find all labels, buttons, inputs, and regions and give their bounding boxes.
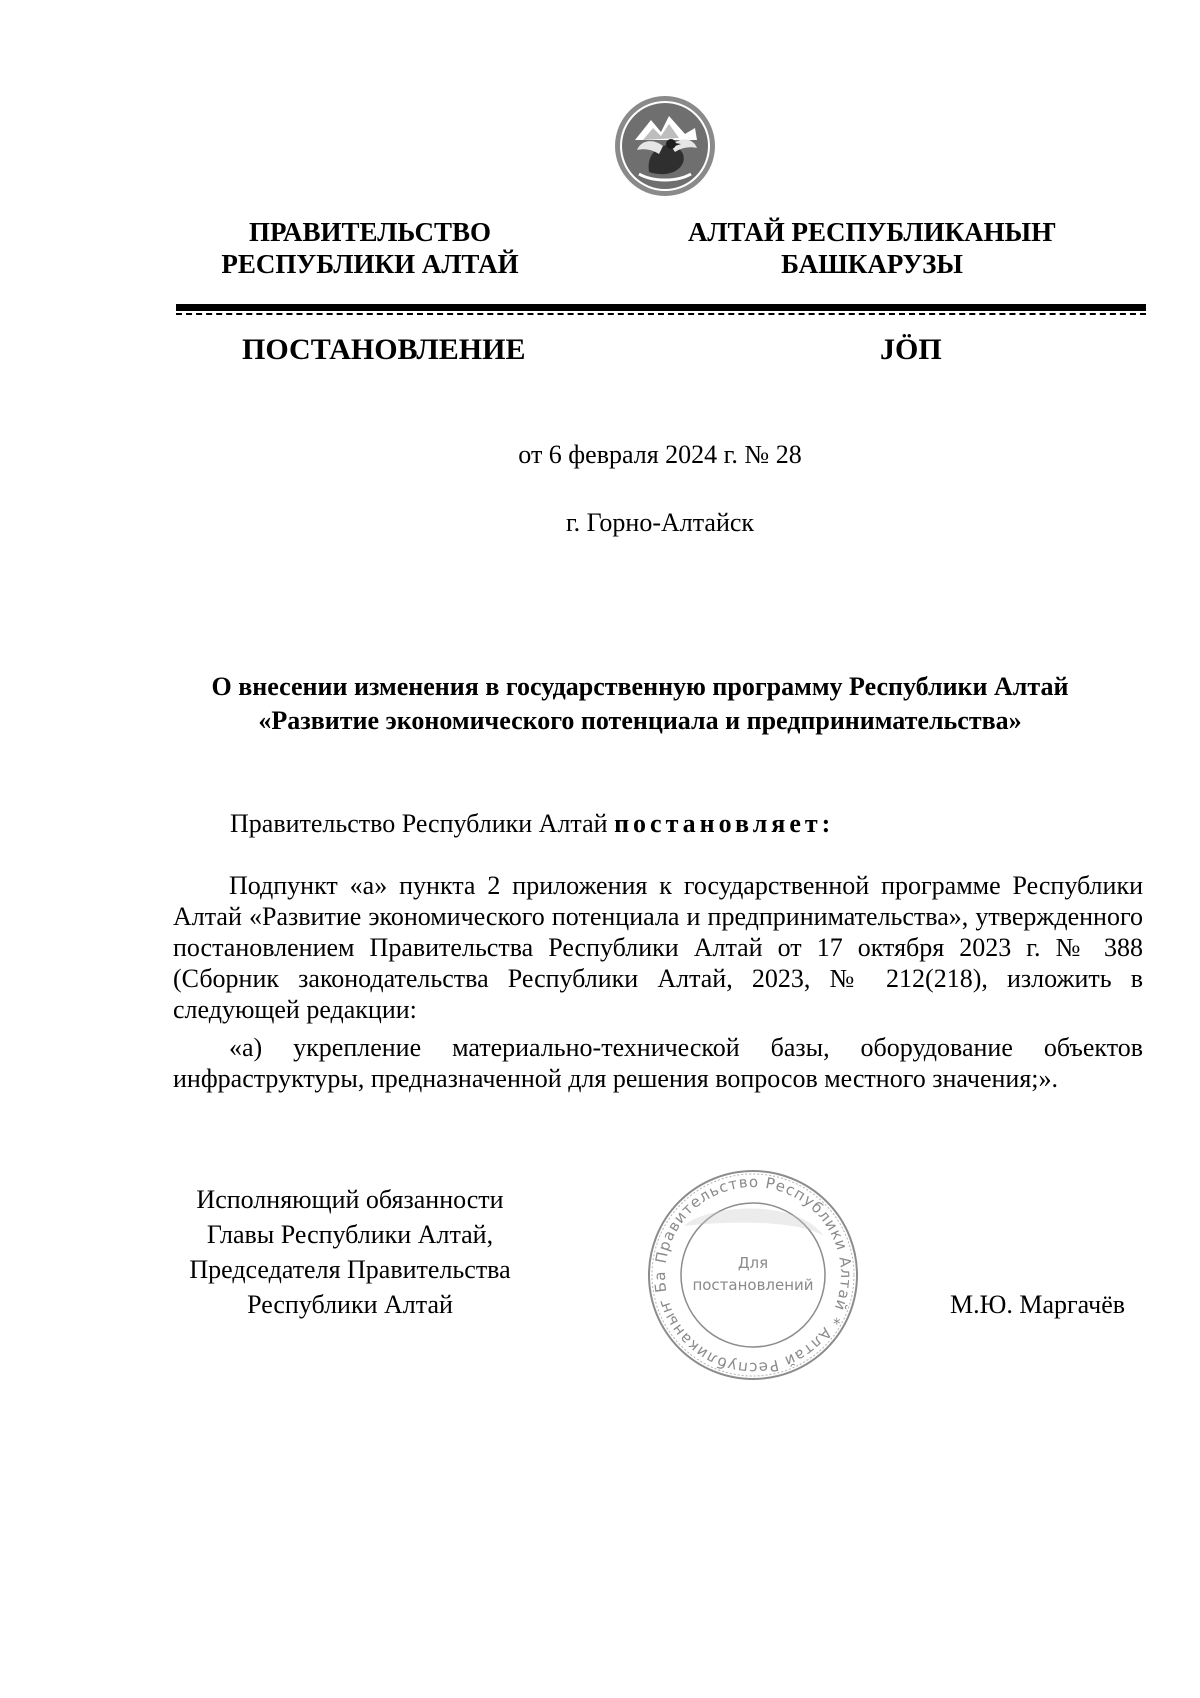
org-name-russian-line-1: ПРАВИТЕЛЬСТВО bbox=[248, 217, 492, 247]
official-stamp bbox=[644, 1166, 862, 1384]
signatory-position-line-2: Главы Республики Алтай, bbox=[206, 1220, 494, 1249]
document-title-line-1: О внесении изменения в государственную программу Республики Алтай bbox=[211, 672, 1069, 701]
header-separator-thick bbox=[176, 304, 1146, 311]
signatory-position-line-1: Исполняющий обязанности bbox=[196, 1185, 504, 1214]
signatory-position-line-3: Председателя Правительства bbox=[189, 1255, 511, 1284]
main-paragraph: Подпункт «а» пункта 2 приложения к государственной программе Республики Алтай «Развитие экономического потенциала и предпринимательства», утвержденного постановлением Правительства Республики Алтай от 17 октября 2023 г. № 388 (Сборник законодательства Республики Алтай, 2023, № 212(218), изложить в следующей редакции: bbox=[173, 871, 1143, 1024]
org-name-altai bbox=[662, 216, 1082, 280]
org-name-russian bbox=[160, 216, 580, 280]
document-type-altai: JÖП bbox=[880, 333, 942, 366]
stamp-inner-line-2: постановлений bbox=[692, 1276, 814, 1294]
document-title bbox=[140, 670, 1140, 738]
decree-word: постановляет: bbox=[614, 809, 835, 838]
stamp-outer-text: Правительство Республики Алтай * Алтай Республиканыҥ Ба bbox=[650, 1172, 856, 1378]
decree-prefix: Правительство Республики Алтай bbox=[230, 809, 615, 838]
republic-altai-coat-of-arms-icon bbox=[613, 94, 717, 198]
document-type-russian: ПОСТАНОВЛЕНИЕ bbox=[242, 333, 526, 366]
stamp-inner-line-1: Для bbox=[737, 1254, 769, 1272]
signatory-position-line-4: Республики Алтай bbox=[247, 1290, 453, 1319]
org-name-altai-line-1: АЛТАЙ РЕСПУБЛИКАНЫҤ bbox=[687, 217, 1057, 247]
decree-statement bbox=[230, 808, 1200, 839]
coat-of-arms-emblem bbox=[613, 94, 717, 198]
official-stamp-seal-icon bbox=[644, 1166, 862, 1384]
header-separator-thin bbox=[176, 313, 1146, 315]
document-city: г. Горно-Алтайск bbox=[565, 508, 755, 537]
signatory-position bbox=[160, 1182, 540, 1322]
document-title-line-2: «Развитие экономического потенциала и предпринимательства» bbox=[258, 706, 1022, 735]
sub-paragraph: «а) укрепление материально-технической базы, оборудование объектов инфраструктуры, предназначенной для решения вопросов местного значения;». bbox=[173, 1033, 1143, 1093]
signatory-name: М.Ю. Маргачёв bbox=[950, 1290, 1126, 1319]
org-name-russian-line-2: РЕСПУБЛИКИ АЛТАЙ bbox=[221, 249, 519, 279]
org-name-altai-line-2: БАШКАРУЗЫ bbox=[781, 249, 963, 279]
document-date-number: от 6 февраля 2024 г. № 28 bbox=[518, 440, 802, 469]
